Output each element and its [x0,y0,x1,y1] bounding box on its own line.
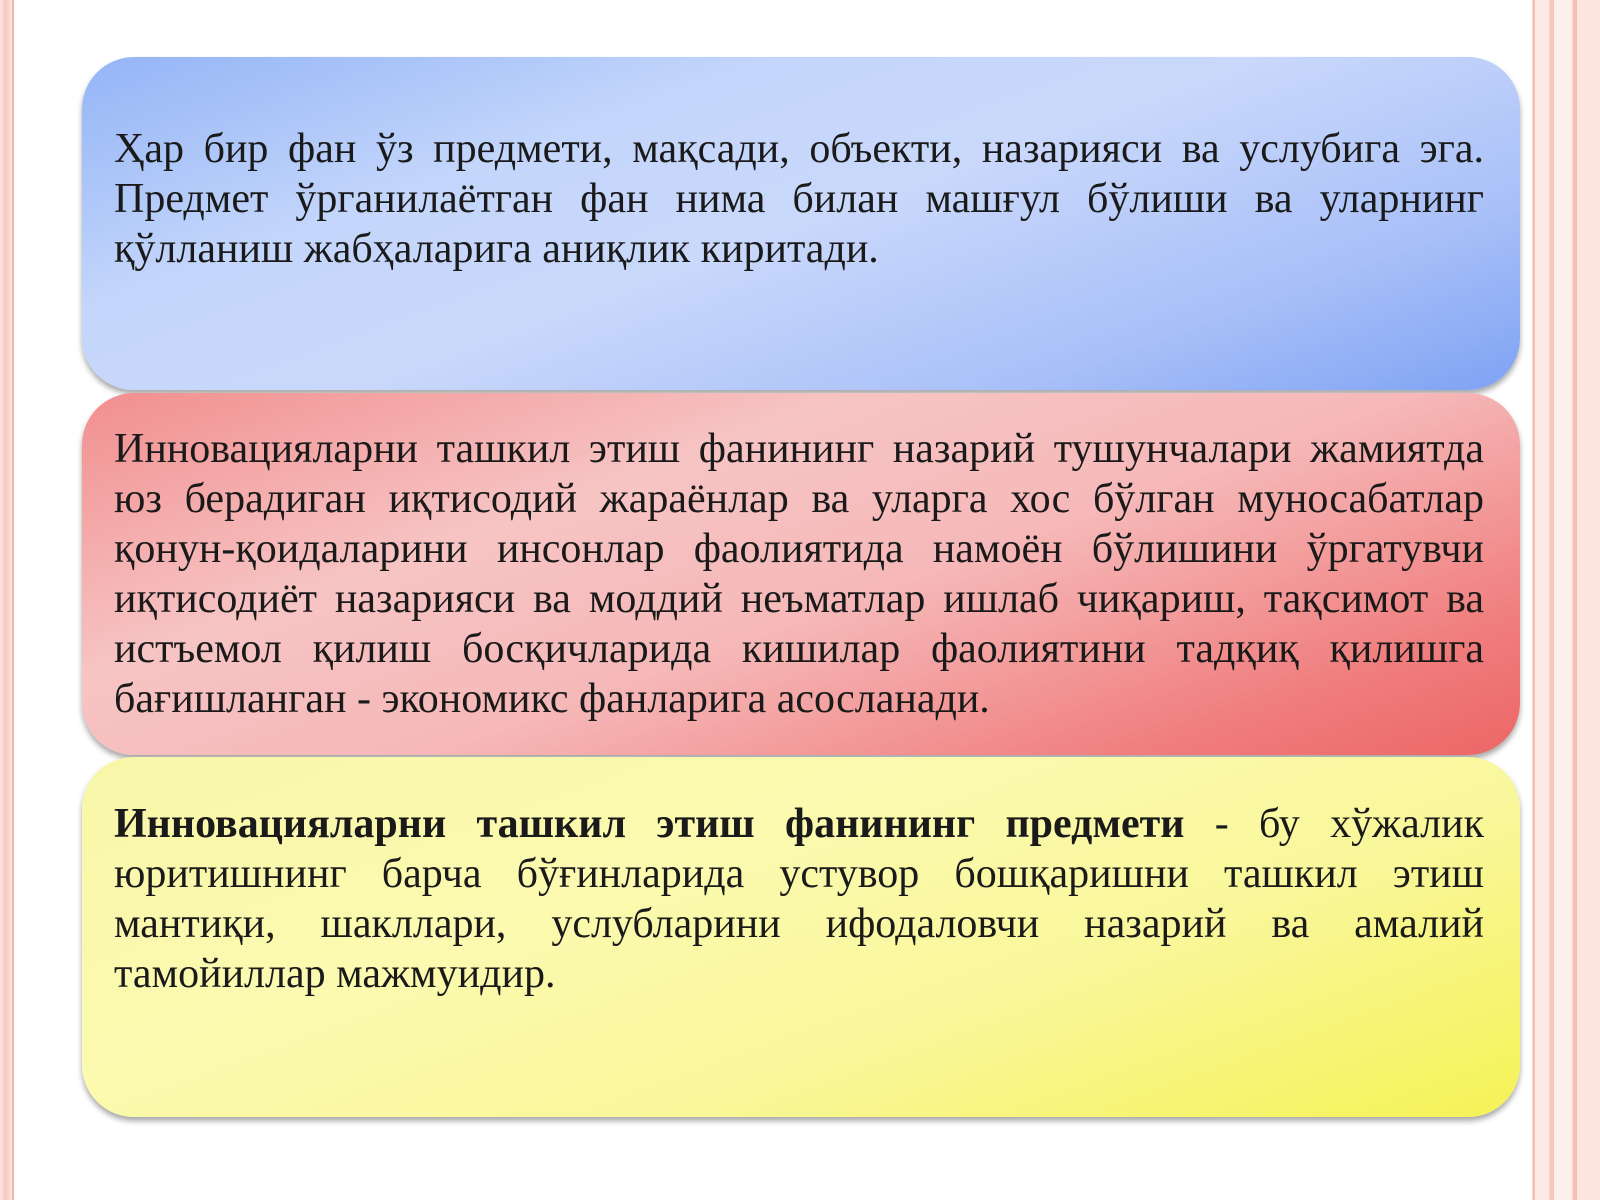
slide-left-border [0,0,14,1200]
text-block-2-paragraph: Инновацияларни ташкил этиш фанининг назарий тушунчалари жамиятда юз берадиган иқтисодий жараёнлар ва уларга хос бўлган муносабатлар қонун-қоидаларини инсонлар фаолиятида намоён бўлишини ўргатувчи иқтисодиёт назарияси ва моддий неъматлар ишлаб чиқариш, тақсимот ва истъемол қилиш босқичларида кишилар фаолиятини тадқиқ қилишга бағишланган - экономикс фанларига асосланади. [114,426,1484,722]
text-block-theoretical-basis [82,393,1520,755]
text-block-3-rest: - бу хўжалик юритишнинг барча бўғинларида устувор бошқаришни ташкил этиш мантиқи, шакллари, услубларини ифодаловчи назарий ва амалий тамойиллар мажмуидир. [114,801,1484,997]
slide-right-border [1528,0,1600,1200]
text-block-course-subject [82,757,1520,1117]
text-block-3-bold-lead: Инновацияларни ташкил этиш фанининг предмети [114,801,1185,847]
text-block-1-paragraph: Ҳар бир фан ўз предмети, мақсади, объекти, назарияси ва услубига эга. Предмет ўрганилаётган фан нима билан машғул бўлиши ва уларнинг қўлланиш жабҳаларига аниқлик киритади. [114,125,1484,272]
text-block-subject-definition [82,57,1520,390]
text-block-3-paragraph [114,799,1484,999]
